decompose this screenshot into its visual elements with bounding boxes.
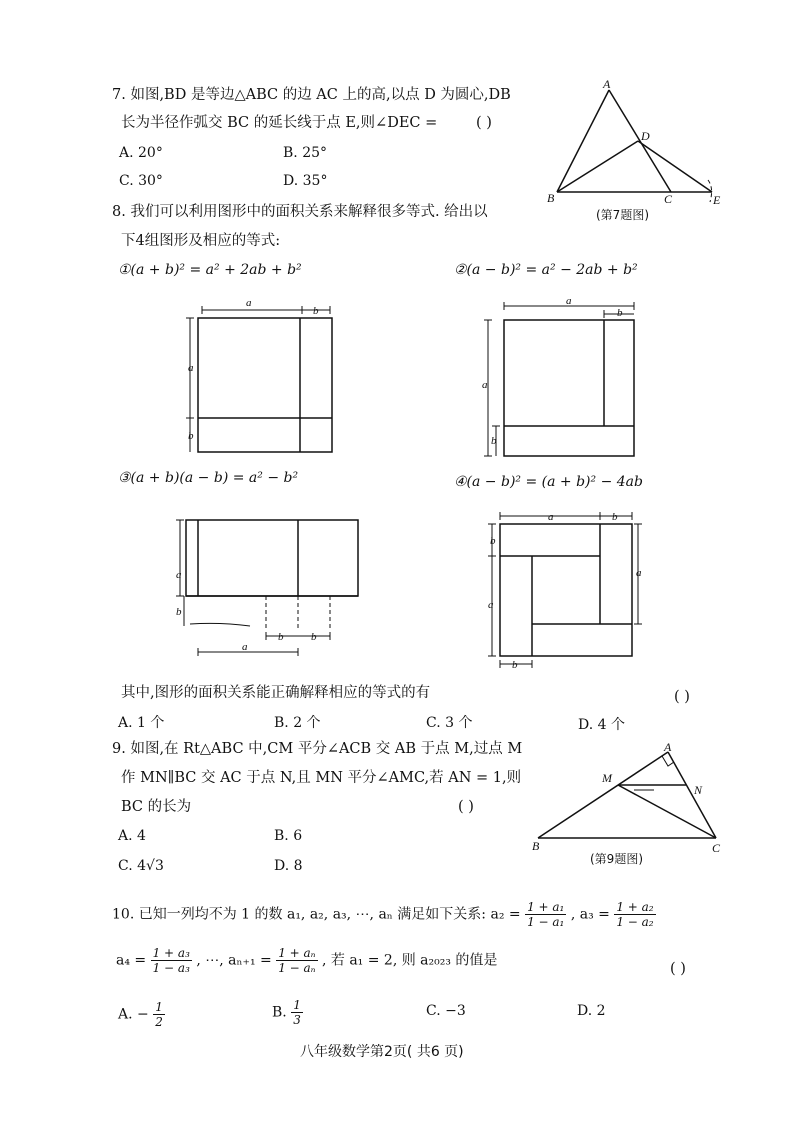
q10-option-b-denominator: 3 xyxy=(293,1013,301,1027)
q8-fig4-label-b-left: b xyxy=(490,535,496,547)
q10-option-a-numerator: 1 xyxy=(155,1000,163,1014)
q8-figure-4 xyxy=(480,506,650,676)
q9-point-a: A xyxy=(664,740,672,754)
q9-point-b: B xyxy=(532,839,540,853)
q7-option-b: B. 25° xyxy=(283,145,328,161)
q10-option-b-prefix: B. xyxy=(272,1004,287,1021)
q7-line1: 7. 如图,BD 是等边△ABC 的边 AC 上的高,以点 D 为圆心,DB xyxy=(112,87,511,103)
q9-point-n: N xyxy=(694,783,703,797)
q10-a4-numerator: 1 + a₃ xyxy=(152,946,190,960)
q10-option-c: C. −3 xyxy=(426,1003,466,1019)
q8-option-c: C. 3 个 xyxy=(426,715,473,731)
q8-figure-3 xyxy=(170,512,370,662)
q8-fig2-label-a-top: a xyxy=(566,295,572,307)
q8-question: 其中,图形的面积关系能正确解释相应的等式的有 xyxy=(121,685,431,701)
q10-a3-fraction xyxy=(614,900,655,929)
q9-line3: BC 的长为 xyxy=(121,799,192,815)
q10-option-a-fraction xyxy=(153,1000,165,1029)
q8-equation-4: ④(a − b)² = (a + b)² − 4ab xyxy=(454,474,643,490)
q8-fig1-label-a-top: a xyxy=(246,297,252,309)
q8-equation-1: ①(a + b)² = a² + 2ab + b² xyxy=(118,262,302,278)
q8-fig4-label-a-left: a xyxy=(488,599,494,611)
q8-fig3-label-b-left: b xyxy=(176,606,182,618)
q10-a4-label: a₄ = xyxy=(116,952,147,969)
page-footer: 八年级数学第2页( 共6 页) xyxy=(300,1044,464,1060)
q10-line1-text: 10. 已知一列均不为 1 的数 a₁, a₂, a₃, ⋯, aₙ 满足如下关系: a₂ = xyxy=(112,906,521,923)
q10-a2-fraction xyxy=(525,900,566,929)
q10-a2-numerator: 1 + a₁ xyxy=(527,900,565,914)
q9-line2: 作 MN∥BC 交 AC 于点 N,且 MN 平分∠AMC,若 AN = 1,则 xyxy=(121,770,522,786)
q10-a2-denominator: 1 − a₁ xyxy=(527,915,565,929)
q10-a4-fraction xyxy=(151,946,192,975)
q10-option-a-denominator: 2 xyxy=(155,1015,163,1029)
q10-option-a-prefix: A. − xyxy=(118,1006,149,1023)
q9-option-d: D. 8 xyxy=(274,858,303,874)
q8-option-a: A. 1 个 xyxy=(118,715,165,731)
q8-fig4-label-b-bottom: b xyxy=(512,659,518,671)
q10-a3-label: , a₃ = xyxy=(570,906,610,923)
q8-fig4-label-a-right: a xyxy=(636,567,642,579)
q10-option-b-fraction xyxy=(291,998,303,1027)
q7-point-b: B xyxy=(547,191,555,205)
q10-answer-bracket: ( ) xyxy=(670,961,686,977)
q8-fig2-label-b-left: b xyxy=(491,435,497,447)
q8-figure-2 xyxy=(478,292,648,462)
q9-point-c: C xyxy=(712,841,721,855)
q8-figure-1 xyxy=(180,296,340,456)
q8-fig1-label-b-top: b xyxy=(313,305,319,317)
q8-fig1-label-b-left: b xyxy=(188,430,194,442)
q9-point-m: M xyxy=(602,771,612,785)
q7-option-d: D. 35° xyxy=(283,173,328,189)
q8-fig4-label-a-top: a xyxy=(548,511,554,523)
q9-line1: 9. 如图,在 Rt△ABC 中,CM 平分∠ACB 交 AB 于点 M,过点 M xyxy=(112,741,523,757)
q10-a3-denominator: 1 − a₂ xyxy=(616,915,654,929)
q8-fig3-label-a-bottom: a xyxy=(242,641,248,653)
q10-option-d: D. 2 xyxy=(577,1003,606,1019)
q10-tail: , 若 a₁ = 2, 则 a₂₀₂₃ 的值是 xyxy=(321,952,498,969)
q8-option-b: B. 2 个 xyxy=(274,715,321,731)
q8-fig3-label-a-left: a xyxy=(176,569,182,581)
q9-option-b: B. 6 xyxy=(274,828,303,844)
q7-line2: 长为半径作弧交 BC 的延长线于点 E,则∠DEC = xyxy=(121,115,438,131)
q10-option-a xyxy=(118,1000,165,1029)
q8-equation-2: ②(a − b)² = a² − 2ab + b² xyxy=(454,262,638,278)
q9-answer-bracket: ( ) xyxy=(458,799,474,815)
q8-answer-bracket: ( ) xyxy=(674,689,690,705)
q7-point-e: E xyxy=(713,193,721,207)
q7-point-c: C xyxy=(664,192,673,206)
q9-option-c: C. 4√3 xyxy=(118,858,164,874)
q7-answer-bracket: ( ) xyxy=(476,115,492,131)
q10-line2 xyxy=(116,946,497,975)
q7-option-c: C. 30° xyxy=(119,173,163,189)
q10-an-fraction xyxy=(276,946,317,975)
q8-option-d: D. 4 个 xyxy=(578,717,625,733)
q7-option-a: A. 20° xyxy=(119,145,163,161)
q7-point-a: A xyxy=(603,77,611,91)
q7-figure xyxy=(540,77,730,210)
q10-option-b-numerator: 1 xyxy=(293,998,301,1012)
q9-figure xyxy=(528,740,728,855)
q8-equation-3: ③(a + b)(a − b) = a² − b² xyxy=(118,470,299,486)
q8-fig2-label-b-top: b xyxy=(617,307,623,319)
q8-fig2-label-a-left: a xyxy=(482,379,488,391)
q10-an-label: , ⋯, aₙ₊₁ = xyxy=(196,952,272,969)
q10-line1 xyxy=(112,900,656,929)
q9-figure-caption: (第9题图) xyxy=(590,852,643,866)
q8-line2: 下4组图形及相应的等式: xyxy=(121,233,281,249)
q9-option-a: A. 4 xyxy=(118,828,146,844)
q10-an-denominator: 1 − aₙ xyxy=(278,961,316,975)
q10-an-numerator: 1 + aₙ xyxy=(278,946,316,960)
q8-fig1-label-a-left: a xyxy=(188,362,194,374)
q10-option-b xyxy=(272,998,303,1027)
q8-fig3-label-b-bottom-1: b xyxy=(278,631,284,643)
q10-a4-denominator: 1 − a₃ xyxy=(152,961,190,975)
q10-a3-numerator: 1 + a₂ xyxy=(616,900,654,914)
q8-fig4-label-b-top: b xyxy=(612,511,618,523)
q7-figure-caption: (第7题图) xyxy=(596,208,649,222)
q8-line1: 8. 我们可以利用图形中的面积关系来解释很多等式. 给出以 xyxy=(112,204,488,220)
q7-point-d: D xyxy=(641,129,650,143)
q8-fig3-label-b-bottom-2: b xyxy=(311,631,317,643)
